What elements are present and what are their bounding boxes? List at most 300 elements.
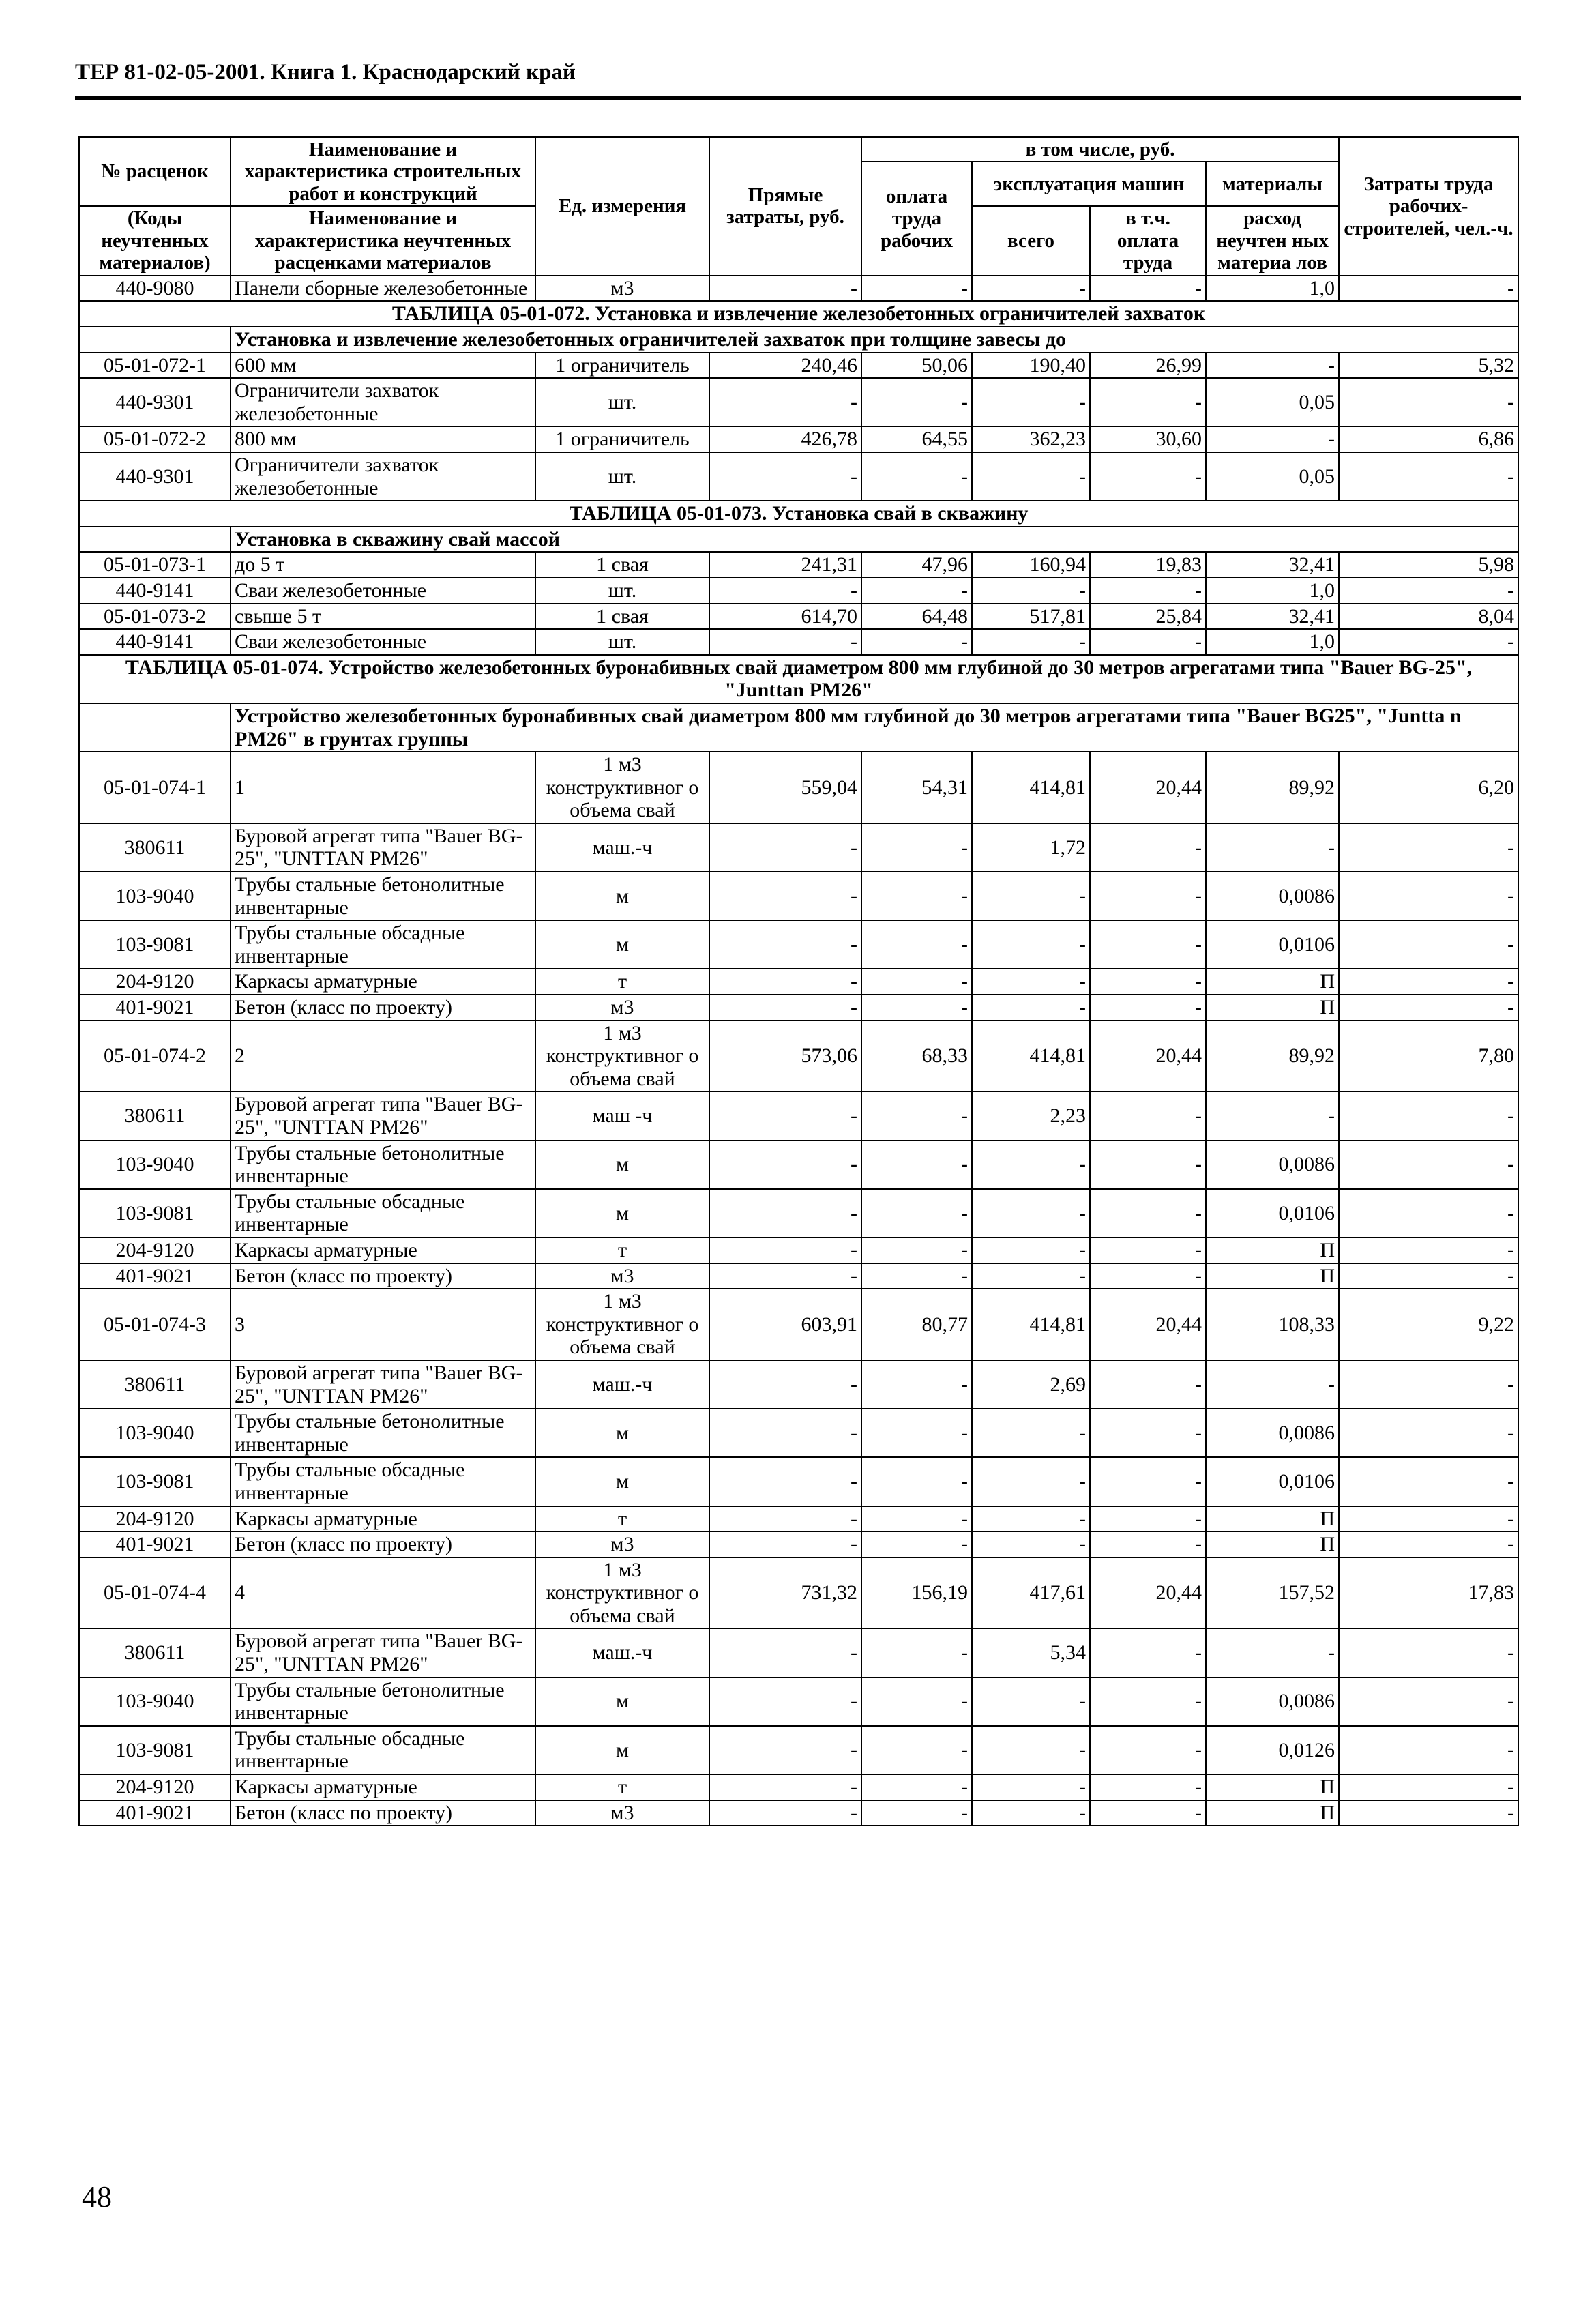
cell-code: 380611 [79,1091,231,1140]
cell-mat: 0,0106 [1206,1457,1339,1506]
cell-mat: 0,0126 [1206,1726,1339,1774]
cell-mach-total: - [972,1506,1090,1532]
cell-wage: - [861,995,972,1021]
cell-name: Бетон (класс по проекту) [231,1531,535,1557]
cell-wage: - [861,578,972,604]
cell-mat: П [1206,1263,1339,1289]
cell-mach-wage: - [1090,276,1206,302]
cell-wage: - [861,872,972,920]
cell-mach-wage: - [1090,1237,1206,1263]
cell-name: 600 мм [231,353,535,379]
cell-mach-total: 414,81 [972,1289,1090,1360]
cell-labor: - [1339,1263,1518,1289]
cell-unit: м [535,872,709,920]
cell-mat: 0,0086 [1206,1677,1339,1726]
cell-code: 204-9120 [79,1506,231,1532]
table-row [79,1506,1518,1532]
cell-mach-wage: - [1090,1409,1206,1457]
cell-direct: 614,70 [709,604,861,630]
cell-wage: - [861,1237,972,1263]
table-row [79,823,1518,872]
cell-code: 204-9120 [79,1774,231,1800]
cell-name: Буровой агрегат типа "Bauer BG-25", "UNTTAN PM26" [231,1628,535,1677]
table-row [79,1189,1518,1237]
cell-direct: - [709,969,861,995]
cell-mach-wage: 20,44 [1090,752,1206,823]
cell-code: 05-01-074-3 [79,1289,231,1360]
cell-name: Бетон (класс по проекту) [231,995,535,1021]
cell-mat: П [1206,1237,1339,1263]
cell-unit: м [535,1457,709,1506]
cell-mach-wage: - [1090,1800,1206,1826]
cell-mach-total: - [972,1409,1090,1457]
cell-mach-wage: 25,84 [1090,604,1206,630]
cell-mach-wage: - [1090,1628,1206,1677]
cell-mat: П [1206,1800,1339,1826]
cell-labor: - [1339,1628,1518,1677]
page-header: ТЕР 81-02-05-2001. Книга 1. Краснодарский край [75,60,576,85]
cell-unit: 1 свая [535,552,709,578]
cell-code: 103-9040 [79,872,231,920]
cell-direct: - [709,872,861,920]
cell-mach-wage: - [1090,872,1206,920]
cell-mat: - [1206,823,1339,872]
subheading-text: Установка и извлечение железобетонных ограничителей захваток при толщине завесы до [231,327,1518,353]
table-row [79,920,1518,969]
cell-mat: - [1206,1091,1339,1140]
cell-mach-total: 517,81 [972,604,1090,630]
cell-direct: - [709,1628,861,1677]
cell-name: 4 [231,1557,535,1629]
cell-mat: 1,0 [1206,276,1339,302]
section-title: ТАБЛИЦА 05-01-073. Установка свай в скважину [79,501,1518,527]
table-row [79,1774,1518,1800]
cell-labor: - [1339,578,1518,604]
cell-labor: - [1339,1506,1518,1532]
cell-direct: 731,32 [709,1557,861,1629]
col-code-top: № расценок [79,137,231,206]
cell-wage: 64,48 [861,604,972,630]
table-row [79,1628,1518,1677]
cell-name: Буровой агрегат типа "Bauer BG-25", "UNTTAN PM26" [231,1091,535,1140]
cell-labor: - [1339,872,1518,920]
cell-name: Трубы стальные бетонолитные инвентарные [231,1409,535,1457]
cell-wage: 68,33 [861,1021,972,1092]
table-body [79,276,1518,1825]
cell-mach-total: 5,34 [972,1628,1090,1677]
cell-wage: - [861,920,972,969]
cell-wage: - [861,1677,972,1726]
cell-direct: - [709,995,861,1021]
col-mat: материалы [1206,162,1339,206]
table-row [79,872,1518,920]
cell-labor: - [1339,920,1518,969]
cell-wage: 156,19 [861,1557,972,1629]
cell-code: 440-9141 [79,629,231,655]
cell-unit: маш.-ч [535,823,709,872]
cell-mach-total: - [972,920,1090,969]
cell-name: Буровой агрегат типа "Bauer BG-25", "UNTTAN PM26" [231,823,535,872]
cell-code: 440-9301 [79,452,231,501]
cell-unit: т [535,1774,709,1800]
cell-wage: - [861,1531,972,1557]
cell-mach-wage: - [1090,969,1206,995]
cell-unit: м3 [535,1800,709,1826]
cell-unit: т [535,1506,709,1532]
cell-direct: - [709,1237,861,1263]
cell-code: 401-9021 [79,1800,231,1826]
cell-labor: - [1339,1360,1518,1409]
cell-name: Буровой агрегат типа "Bauer BG-25", "UNTTAN PM26" [231,1360,535,1409]
table-row [79,604,1518,630]
cell-mach-wage: - [1090,452,1206,501]
cell-mach-wage: - [1090,1141,1206,1189]
cell-labor: - [1339,378,1518,426]
cell-name: Бетон (класс по проекту) [231,1800,535,1826]
section-title: ТАБЛИЦА 05-01-072. Установка и извлечение железобетонных ограничителей захваток [79,301,1518,327]
col-code-bottom: (Коды неучтенных материалов) [79,206,231,275]
cell-mach-total: - [972,1800,1090,1826]
cell-wage: - [861,1457,972,1506]
cell-wage: - [861,1726,972,1774]
cell-direct: - [709,629,861,655]
cell-unit: м [535,920,709,969]
cell-wage: - [861,378,972,426]
cell-name: 3 [231,1289,535,1360]
cell-mach-wage: 30,60 [1090,426,1206,452]
cell-unit: 1 ограничитель [535,426,709,452]
cell-labor: - [1339,1774,1518,1800]
cell-mat: 157,52 [1206,1557,1339,1629]
cell-wage: - [861,1360,972,1409]
cell-code: 103-9040 [79,1409,231,1457]
cell-name: Сваи железобетонные [231,578,535,604]
cell-direct: - [709,1141,861,1189]
cell-labor: - [1339,1800,1518,1826]
cell-mach-wage: - [1090,1506,1206,1532]
cell-mat: 32,41 [1206,604,1339,630]
cell-labor: 8,04 [1339,604,1518,630]
table-subheading [79,527,1518,553]
cell-direct: - [709,1409,861,1457]
cell-mach-wage: - [1090,1457,1206,1506]
cell-labor: - [1339,995,1518,1021]
cell-mach-total: - [972,578,1090,604]
cell-mach-total: - [972,452,1090,501]
cell-labor: - [1339,1091,1518,1140]
cell-code: 05-01-072-1 [79,353,231,379]
cell-mach-wage: - [1090,1189,1206,1237]
col-wage: оплата труда рабочих [861,162,972,275]
table-header [79,137,1518,276]
cell-code: 401-9021 [79,1263,231,1289]
cell-labor: 6,86 [1339,426,1518,452]
table-row [79,629,1518,655]
table-row [79,752,1518,823]
cell-mat: - [1206,426,1339,452]
cell-direct: 573,06 [709,1021,861,1092]
cell-code: 05-01-073-1 [79,552,231,578]
cell-direct: - [709,1457,861,1506]
header-rule [75,96,1521,100]
section-title: ТАБЛИЦА 05-01-074. Устройство железобетонных буронабивных свай диаметром 800 мм глубиной до 30 метров агрегатами типа "Bauer BG-25", "Junttan PM26" [79,655,1518,703]
cell-code: 204-9120 [79,1237,231,1263]
cell-name: Ограничители захваток железобетонные [231,378,535,426]
col-direct: Прямые затраты, руб. [709,137,861,276]
cell-labor: - [1339,452,1518,501]
cell-direct: - [709,1263,861,1289]
cell-unit: маш.-ч [535,1628,709,1677]
cell-unit: м [535,1677,709,1726]
table-row [79,1409,1518,1457]
cell-mach-total: 2,23 [972,1091,1090,1140]
table-row [79,276,1518,302]
cell-mat: П [1206,995,1339,1021]
subheading-spacer [79,327,231,353]
table-row [79,353,1518,379]
cell-name: 800 мм [231,426,535,452]
cell-mach-wage: 20,44 [1090,1021,1206,1092]
cell-unit: 1 м3 конструктивног о объема свай [535,1021,709,1092]
cell-wage: 54,31 [861,752,972,823]
cell-unit: т [535,1237,709,1263]
table-row [79,1289,1518,1360]
cell-mach-total: - [972,1531,1090,1557]
cell-mach-total: - [972,969,1090,995]
cell-wage: 80,77 [861,1289,972,1360]
cell-labor: - [1339,1677,1518,1726]
cell-labor: - [1339,1141,1518,1189]
cell-unit: 1 м3 конструктивног о объема свай [535,1289,709,1360]
cell-unit: 1 м3 конструктивног о объема свай [535,752,709,823]
cell-mach-wage: - [1090,1726,1206,1774]
cell-name: Трубы стальные бетонолитные инвентарные [231,1141,535,1189]
cell-mach-total: 414,81 [972,1021,1090,1092]
cell-mat: 108,33 [1206,1289,1339,1360]
cell-mat: 1,0 [1206,578,1339,604]
cell-unit: м [535,1189,709,1237]
cell-labor: - [1339,629,1518,655]
cell-direct: 240,46 [709,353,861,379]
cell-code: 05-01-074-2 [79,1021,231,1092]
cell-wage: - [861,1263,972,1289]
cell-mach-total: - [972,1677,1090,1726]
cell-mach-total: - [972,995,1090,1021]
cell-mat: - [1206,353,1339,379]
cell-mach-wage: - [1090,1091,1206,1140]
cell-labor: - [1339,823,1518,872]
cell-mach-total: - [972,1263,1090,1289]
col-incl: в том числе, руб. [861,137,1339,162]
cell-direct: - [709,823,861,872]
cell-name: Трубы стальные бетонолитные инвентарные [231,872,535,920]
cell-direct: 603,91 [709,1289,861,1360]
cell-wage: - [861,1189,972,1237]
cell-unit: 1 свая [535,604,709,630]
cell-name: Бетон (класс по проекту) [231,1263,535,1289]
cell-mach-wage: - [1090,823,1206,872]
cell-mach-wage: 19,83 [1090,552,1206,578]
cell-direct: - [709,378,861,426]
table-row [79,1360,1518,1409]
cell-labor: - [1339,1531,1518,1557]
table-row [79,969,1518,995]
cell-mat: 0,05 [1206,452,1339,501]
cell-wage: - [861,1800,972,1826]
cell-mach-wage: - [1090,1531,1206,1557]
cell-unit: м3 [535,995,709,1021]
cell-unit: шт. [535,452,709,501]
table-row [79,1677,1518,1726]
cell-labor: - [1339,1189,1518,1237]
cell-code: 05-01-074-4 [79,1557,231,1629]
cell-code: 401-9021 [79,1531,231,1557]
cell-mat: 89,92 [1206,752,1339,823]
cell-name: Трубы стальные обсадные инвентарные [231,1726,535,1774]
cell-name: Ограничители захваток железобетонные [231,452,535,501]
table-row [79,1531,1518,1557]
table-row [79,995,1518,1021]
cell-name: Трубы стальные обсадные инвентарные [231,1189,535,1237]
cell-name: Трубы стальные бетонолитные инвентарные [231,1677,535,1726]
cell-name: Трубы стальные обсадные инвентарные [231,920,535,969]
cell-mat: 0,0086 [1206,1141,1339,1189]
cell-mach-total: - [972,1141,1090,1189]
cell-name: 2 [231,1021,535,1092]
cell-name: Панели сборные железобетонные [231,276,535,302]
cell-mat: - [1206,1360,1339,1409]
table-row [79,1021,1518,1092]
cell-direct: - [709,1531,861,1557]
table-row [79,552,1518,578]
cell-mach-total: - [972,276,1090,302]
cell-unit: м3 [535,1263,709,1289]
col-mach: эксплуатация машин [972,162,1206,206]
cell-code: 440-9080 [79,276,231,302]
cell-unit: м [535,1726,709,1774]
cell-code: 440-9141 [79,578,231,604]
table-row [79,426,1518,452]
cell-mat: 0,0086 [1206,1409,1339,1457]
cell-mach-wage: - [1090,629,1206,655]
cell-wage: - [861,1409,972,1457]
cell-mat: 1,0 [1206,629,1339,655]
subheading-text: Устройство железобетонных буронабивных свай диаметром 800 мм глубиной до 30 метров агрегатами типа "Bauer BG25", "Juntta n PM26" в грунтах группы [231,703,1518,752]
cell-mach-wage: - [1090,1360,1206,1409]
cell-name: Сваи железобетонные [231,629,535,655]
cell-mach-wage: 20,44 [1090,1557,1206,1629]
cell-mat: П [1206,969,1339,995]
table-row [79,1726,1518,1774]
cell-code: 103-9081 [79,1189,231,1237]
subheading-text: Установка в скважину свай массой [231,527,1518,553]
cell-direct: 559,04 [709,752,861,823]
cell-mach-wage: - [1090,578,1206,604]
cell-wage: - [861,1091,972,1140]
cell-wage: - [861,823,972,872]
col-name-top: Наименование и характеристика строительных работ и конструкций [231,137,535,206]
cell-unit: маш.-ч [535,1360,709,1409]
cell-mat: 0,0086 [1206,872,1339,920]
cell-unit: шт. [535,629,709,655]
cell-name: 1 [231,752,535,823]
table-row [79,378,1518,426]
cell-wage: - [861,629,972,655]
cell-wage: 47,96 [861,552,972,578]
cell-mat: 89,92 [1206,1021,1339,1092]
cell-labor: - [1339,1457,1518,1506]
cell-mach-wage: - [1090,1677,1206,1726]
col-unit: Ед. измерения [535,137,709,276]
cell-wage: - [861,1628,972,1677]
cell-mach-total: 160,94 [972,552,1090,578]
col-mach-wage: в т.ч. оплата труда [1090,206,1206,275]
cell-code: 103-9081 [79,1457,231,1506]
cell-mat: 32,41 [1206,552,1339,578]
cell-direct: - [709,1677,861,1726]
cell-mach-wage: 20,44 [1090,1289,1206,1360]
cell-mach-wage: - [1090,920,1206,969]
cell-code: 103-9081 [79,920,231,969]
cell-mach-total: - [972,1457,1090,1506]
table-row [79,1557,1518,1629]
subheading-spacer [79,703,231,752]
cell-mach-total: 414,81 [972,752,1090,823]
table-row [79,1263,1518,1289]
cell-code: 204-9120 [79,969,231,995]
cell-unit: шт. [535,578,709,604]
cell-mach-total: - [972,872,1090,920]
cell-direct: - [709,452,861,501]
cell-mat: 0,0106 [1206,920,1339,969]
cell-mach-total: - [972,1726,1090,1774]
cell-unit: м3 [535,276,709,302]
table-section-title [79,655,1518,703]
cell-code: 380611 [79,823,231,872]
cell-direct: 426,78 [709,426,861,452]
cell-unit: шт. [535,378,709,426]
cell-mach-wage: - [1090,1263,1206,1289]
table-section-title [79,301,1518,327]
subheading-spacer [79,527,231,553]
cell-mach-total: 1,72 [972,823,1090,872]
cell-code: 05-01-074-1 [79,752,231,823]
cell-code: 380611 [79,1628,231,1677]
cell-labor: 17,83 [1339,1557,1518,1629]
cell-name: Каркасы арматурные [231,1774,535,1800]
cell-mach-wage: - [1090,995,1206,1021]
cell-unit: м3 [535,1531,709,1557]
cell-wage: 50,06 [861,353,972,379]
table-subheading [79,327,1518,353]
cell-mach-total: 2,69 [972,1360,1090,1409]
cell-direct: 241,31 [709,552,861,578]
col-name-bottom: Наименование и характеристика неучтенных расценками материалов [231,206,535,275]
table-row [79,578,1518,604]
col-labor: Затраты труда рабочих-строителей, чел.-ч. [1339,137,1518,276]
cell-mach-total: - [972,378,1090,426]
cell-name: свыше 5 т [231,604,535,630]
cell-unit: 1 ограничитель [535,353,709,379]
cell-mach-total: 417,61 [972,1557,1090,1629]
cell-direct: - [709,920,861,969]
cell-mat: 0,0106 [1206,1189,1339,1237]
cell-wage: - [861,452,972,501]
cell-labor: - [1339,969,1518,995]
cell-direct: - [709,578,861,604]
cell-name: Каркасы арматурные [231,969,535,995]
table-subheading [79,703,1518,752]
